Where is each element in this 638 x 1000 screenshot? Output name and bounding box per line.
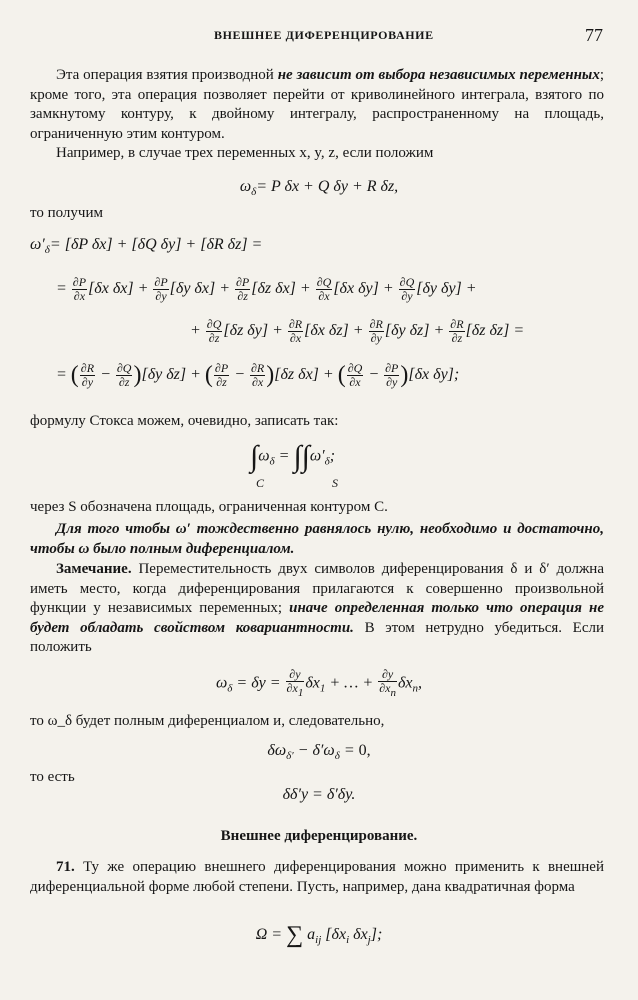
emphasis-independence: не зависит от выбора независимых переменных: [277, 67, 600, 83]
paragraph-total-differential-theorem: Для того чтобы ω′ тождественно равнялось нулю, необходимо и достаточно, чтобы ω было полным диференциалом.: [30, 521, 604, 557]
paragraph-stokes: формулу Стокса можем, очевидно, записать так:: [30, 413, 339, 429]
equation-quadratic-form: Ω = ∑ $a_{ij}$ [$\delta x_i$ $\delta x_j$];: [255, 922, 383, 948]
equation-commutation: $\delta\omega_{\delta'} - \delta'\omega_\delta = 0$,: [267, 742, 371, 762]
paragraph-area-definition: через S обозначена площадь, ограниченная контуром C.: [30, 499, 388, 515]
section-title: Внешнее диференцирование.: [220, 828, 418, 844]
paragraph-derivative-independence: Эта операция взятия производной не зависит от выбора независимых переменных; кроме того, эта операция позволяет перейти от криволинейного интеграла, взятого по замкнутому контуру, к двойному интегралу, распространенному на площадь, ограниченную этим контуром.: [30, 67, 605, 142]
running-head: [0, 25, 638, 48]
page-number: 77: [585, 25, 603, 45]
paragraph-consequently: то ω_δ будет полным диференциалом и, следовательно,: [30, 713, 385, 729]
equation-total-differential: $\omega_\delta = \delta y$ = $\frac{\partial y}{\partial x1}$ $\delta x_1$ + … + $\frac{\partial y}{\partial xn}$ $\delta x_n$,: [215, 667, 422, 699]
equation-symmetry: δδ′y = δ′δy.: [282, 786, 356, 803]
remark-label: Замечание.: [56, 561, 132, 577]
paragraph-three-variables: Например, в случае трех переменных x, y, z, если положим: [56, 145, 434, 161]
paragraph-71: 71. Ту же операцию внешнего диференцирования можно применить к внешней диференциальной форме любой степени. Пусть, например, дана квадратичная форма: [30, 859, 604, 895]
equation-exterior-derivative-line2: = $\frac{\partial P}{\partial x}$ [δx δx] + $\frac{\partial P}{\partial y}$ [δy δx] + $\frac{\partial P}{\partial z}$ [δz δx] + $\frac{\partial Q}{\partial x}$ [δx δy] + $\frac{\partial Q}{\partial y}$ [δy δy] +: [56, 275, 477, 303]
equation-exterior-derivative-line1: $\omega'_\delta= [\delta P$ δx] + [δQ δy] + [δR δz] =: [30, 236, 263, 256]
emphasis-covariance: иначе определенная только что операция не будет обладать свойством ковариантности.: [30, 600, 605, 636]
equation-omega-delta: $\omega_\delta= P$ δx + Q δy + R δz,: [239, 178, 399, 198]
equation-exterior-derivative-line3: + $\frac{\partial Q}{\partial z}$ [δz δy] + $\frac{\partial R}{\partial x}$ [δx δz] + $\frac{\partial R}{\partial y}$ [δy δz] + $\frac{\partial R}{\partial z}$ [δz δz] =: [190, 317, 525, 345]
equation-stokes: $\int\omega_\delta = \int\int\omega'_\delta$; C S: [250, 440, 338, 490]
paragraph-remark: Замечание. Переместительность двух символов диференцирования δ и δ′ должна иметь место, когда диференцирования прилагаются к совершенно произвольной функции y независимых переменных; иначе определенная только что операция не будет обладать свойством ковариантности. В этом нетрудно убедиться. Если положить: [30, 561, 605, 656]
paragraph-number: 71.: [56, 859, 75, 875]
running-title: ВНЕШНЕЕ ДИФЕРЕНЦИРОВАНИЕ: [214, 28, 434, 42]
paragraph-we-get: то получим: [30, 205, 103, 221]
paragraph-that-is: то есть: [30, 769, 75, 785]
equation-exterior-derivative-line4: = ( $\frac{\partial R}{\partial y}$ − $\frac{\partial Q}{\partial z}$ )[δy δz] + ( $\frac{\partial P}{\partial z}$ − $\frac{\partial R}{\partial x}$ )[δz δx] + ( $\frac{\partial Q}{\partial x}$ − $\frac{\partial P}{\partial y}$ )[δx δy];: [56, 361, 460, 389]
